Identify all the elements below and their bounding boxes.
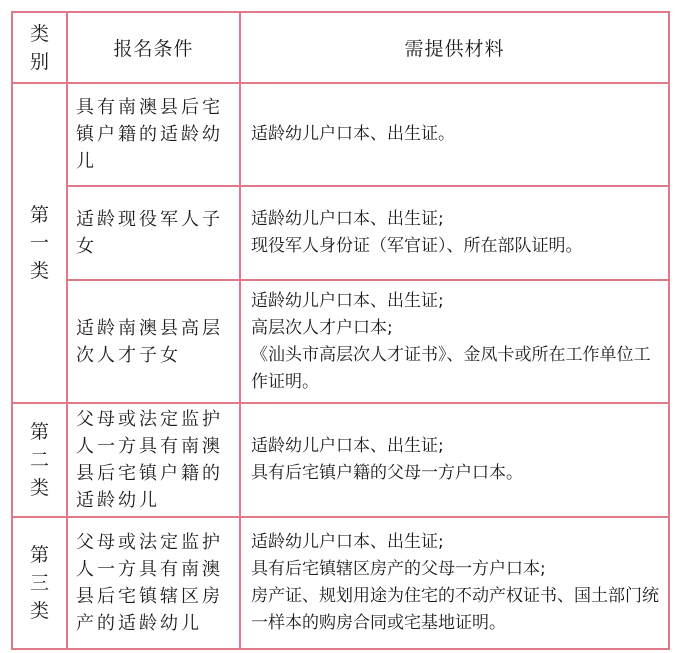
material-line: 具有后宅镇辖区房产的父母一方户口本; [251,559,546,579]
table-row [12,403,669,517]
material-line: 具有后宅镇户籍的父母一方户口本。 [251,463,523,483]
materials-cell [240,403,669,517]
material-line: 房产证、规划用途为住宅的不动产权证书、国土部门统一样本的购房合同或宅基地证明。 [251,586,659,633]
header-category-char: 别 [29,50,49,73]
category-2-label [12,403,67,517]
category-char: 类 [29,477,49,499]
materials-cell [240,83,669,186]
category-char: 第 [29,204,49,226]
table-row [12,280,669,403]
enrollment-requirements-table [11,11,670,650]
materials-cell [240,517,669,649]
category-char: 第 [29,544,49,566]
table-row [12,83,669,186]
header-condition: 报名条件 [67,12,240,83]
material-line: 高层次人才户口本; [251,317,393,338]
condition-cell: 父母或法定监护人一方具有南澳县后宅镇户籍的适龄幼儿 [67,403,240,517]
table-row [12,186,669,280]
category-char: 一 [29,232,49,254]
materials-cell [240,280,669,403]
header-materials: 需提供材料 [240,12,669,83]
header-row [12,12,669,83]
category-char: 类 [29,260,49,282]
material-line: 适龄幼儿户口本、出生证; [251,436,444,456]
category-char: 二 [29,449,49,471]
header-category-char: 类 [29,22,49,45]
material-line: 《汕头市高层次人才证书》、金凤卡或所在工作单位工作证明。 [251,344,651,392]
table-row [12,517,669,649]
condition-cell: 适龄南澳县高层次人才子女 [67,280,240,403]
category-char: 类 [29,600,49,622]
material-line: 现役军人身份证（军官证）、所在部队证明。 [251,236,583,256]
category-char: 三 [29,572,49,594]
category-1-label [12,83,67,403]
header-category [12,12,67,83]
material-line: 适龄幼儿户口本、出生证; [251,290,444,311]
material-line: 适龄幼儿户口本、出生证。 [251,124,455,144]
material-line: 适龄幼儿户口本、出生证; [251,209,444,229]
category-3-label [12,517,67,649]
condition-cell: 具有南澳县后宅镇户籍的适龄幼儿 [67,83,240,186]
condition-cell: 适龄现役军人子女 [67,186,240,280]
material-line: 适龄幼儿户口本、出生证; [251,532,444,552]
condition-cell: 父母或法定监护人一方具有南澳县后宅镇辖区房产的适龄幼儿 [67,517,240,649]
materials-cell [240,186,669,280]
category-char: 第 [29,421,49,443]
